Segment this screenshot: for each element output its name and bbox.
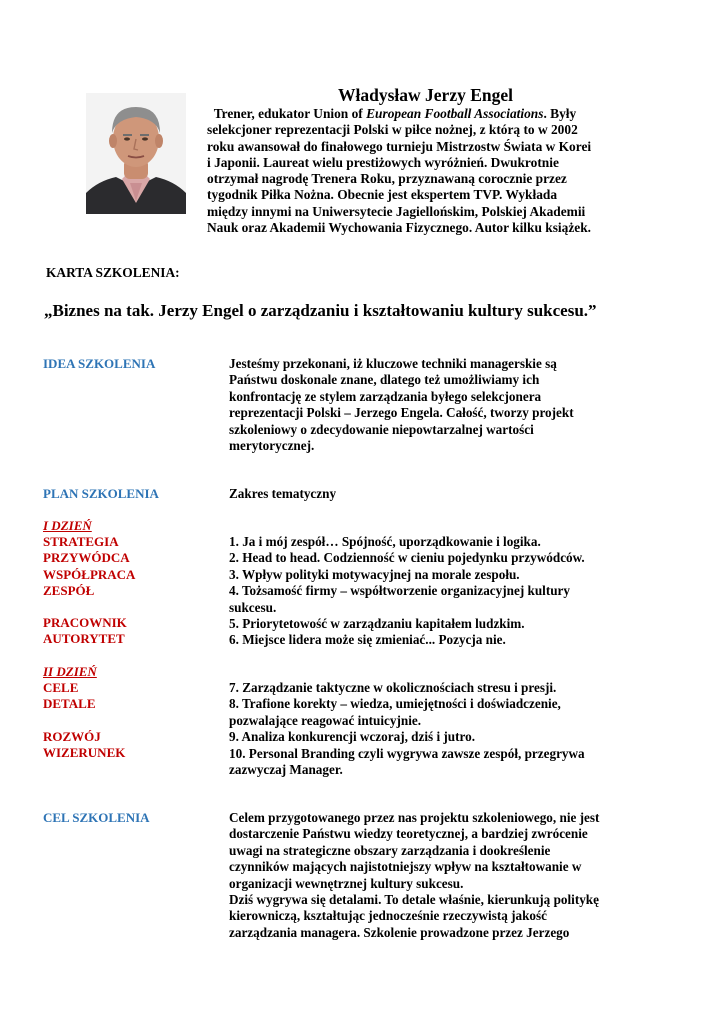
person-name: Władysław Jerzy Engel <box>338 85 513 105</box>
plan-scope: Zakres tematyczny <box>229 486 337 501</box>
topic-line: 8. Trafione korekty – wiedza, umiejętności i doświadczenie, <box>229 696 561 712</box>
topic-line: zazwyczaj Manager. <box>229 762 343 778</box>
idea-text <box>229 356 574 454</box>
person-bio <box>207 106 647 236</box>
idea-line: konfrontację ze stylem zarządzania byłego selekcjonera <box>229 388 542 404</box>
idea-line: szkoleniowy o zdecydowanie niepowtarzalnej wartości <box>229 421 534 437</box>
keyword-przywodca: PRZYWÓDCA <box>43 550 130 565</box>
bio-line: otrzymał nagrodę Trenera Roku, przyznawaną corocznie przez <box>207 171 567 187</box>
cel-label: CEL SZKOLENIA <box>43 810 150 825</box>
bio-line: selekcjoner reprezentacji Polski w piłce nożnej, z którą to w 2002 <box>207 122 578 138</box>
keyword-pracownik: PRACOWNIK <box>43 615 127 630</box>
plan-label: PLAN SZKOLENIA <box>43 486 159 501</box>
idea-line: Państwu doskonale znane, dlatego też umożliwiamy ich <box>229 372 540 388</box>
idea-line: reprezentacji Polski – Jerzego Engela. Całość, tworzy projekt <box>229 405 574 421</box>
topic-line: 1. Ja i mój zespół… Spójność, uporządkowanie i logika. <box>229 534 541 549</box>
cel-text <box>229 810 599 941</box>
portrait-photo <box>86 93 186 214</box>
idea-label: IDEA SZKOLENIA <box>43 356 156 371</box>
cel-line: kierowniczą, kształtując jednocześnie rzeczywistą jakość <box>229 908 548 924</box>
bio-line: Trener, edukator Union of European Football Associations. Były <box>213 106 577 121</box>
karta-heading: KARTA SZKOLENIA: <box>46 265 180 280</box>
keyword-autorytet: AUTORYTET <box>43 631 125 646</box>
day2-topics <box>229 680 585 778</box>
cel-line: organizacji wewnętrznej kultury sukcesu. <box>229 875 464 891</box>
keyword-cele: CELE <box>43 680 79 695</box>
bio-line: i Japonii. Laureat wielu prestiżowych wyróżnień. Dwukrotnie <box>207 154 559 170</box>
keyword-strategia: STRATEGIA <box>43 534 119 549</box>
topic-line: 4. Tożsamość firmy – współtworzenie organizacyjnej kultury <box>229 583 571 599</box>
topic-line: 3. Wpływ polityki motywacyjnej na morale zespołu. <box>229 566 520 582</box>
cel-line: dostarczenie Państwu wiedzy teoretycznej, a bardziej zwrócenie <box>229 826 588 842</box>
training-title: „Biznes na tak. Jerzy Engel o zarządzaniu i kształtowaniu kultury sukcesu.” <box>44 301 597 320</box>
topic-line: 10. Personal Branding czyli wygrywa zawsze zespół, przegrywa <box>229 745 585 761</box>
topic-line: 6. Miejsce lidera może się zmieniać... Pozycja nie. <box>229 632 506 648</box>
topic-line: 9. Analiza konkurencji wczoraj, dziś i jutro. <box>229 729 476 745</box>
day1-label: I DZIEŃ <box>43 518 92 533</box>
bio-line: Nauk oraz Akademii Wychowania Fizycznego. Autor kilku książek. <box>207 220 592 236</box>
topic-line: 7. Zarządzanie taktyczne w okolicznościach stresu i presji. <box>229 680 557 695</box>
idea-line: Jesteśmy przekonani, iż kluczowe techniki managerskie są <box>229 356 557 371</box>
day2-label: II DZIEŃ <box>43 664 97 679</box>
cel-line: Celem przygotowanego przez nas projektu szkoleniowego, nie jest <box>229 810 600 825</box>
keyword-detale: DETALE <box>43 696 96 711</box>
bio-line: roku awansował do finałowego turnieju Mistrzostw Świata w Korei <box>207 138 592 154</box>
cel-line: Dziś wygrywa się detalami. To detale właśnie, kierunkują politykę <box>229 892 599 908</box>
keyword-wizerunek: WIZERUNEK <box>43 745 126 760</box>
topic-line: sukcesu. <box>229 599 277 615</box>
cel-line: czynników mających najistotniejszy wpływ na kształtowanie w <box>229 859 582 875</box>
day1-topics <box>229 534 585 649</box>
bio-line: między innymi na Uniwersytecie Jagiellońskim, Polskiej Akademii <box>207 203 586 219</box>
cel-line: zarządzania managera. Szkolenie prowadzone przez Jerzego <box>229 924 570 940</box>
idea-line: merytorycznej. <box>229 438 315 454</box>
keyword-rozwoj: ROZWÓJ <box>43 729 101 744</box>
keyword-wspolpraca: WSPÓŁPRACA <box>43 567 136 582</box>
bio-line: tygodnik Piłka Nożna. Obecnie jest ekspertem TVP. Wykłada <box>207 187 558 203</box>
topic-line: 2. Head to head. Codzienność w cieniu pojedynku przywódców. <box>229 550 585 566</box>
topic-line: pozwalające reagować intuicyjnie. <box>229 712 422 728</box>
topic-line: 5. Priorytetowość w zarządzaniu kapitałem ludzkim. <box>229 616 525 632</box>
keyword-zespol: ZESPÓŁ <box>43 583 95 598</box>
cel-line: uwagi na strategiczne obszary zarządzania i dookreślenie <box>229 842 551 858</box>
